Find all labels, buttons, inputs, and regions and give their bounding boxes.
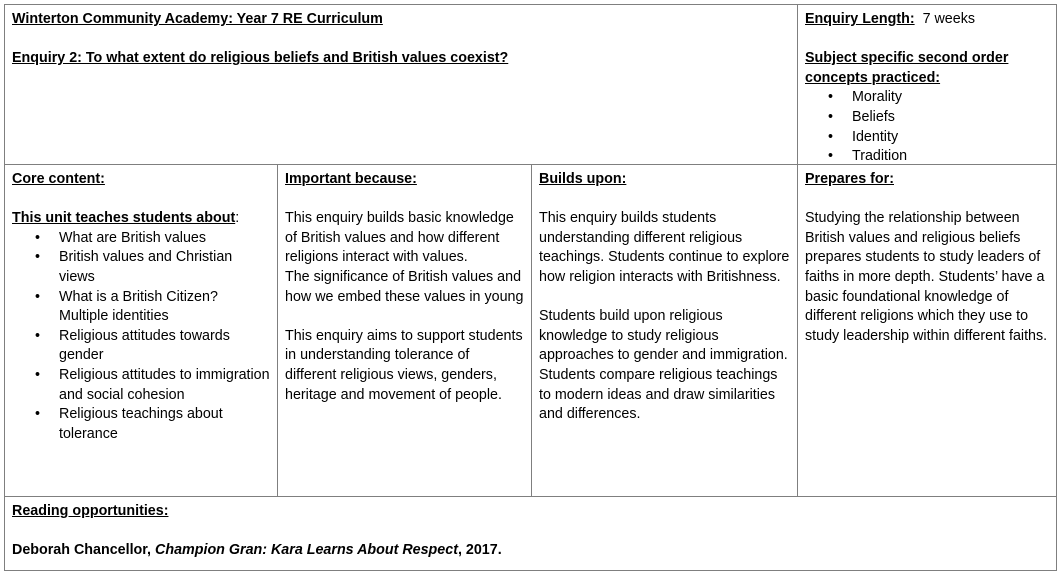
important-para-1: This enquiry builds basic knowledge of British values and how different religions interact with values. <box>285 210 514 266</box>
bullet-icon: • <box>35 229 41 246</box>
core-content-cell <box>4 164 278 497</box>
enquiry-length-value: 7 weeks <box>922 11 976 27</box>
reading-author: Deborah Chancellor, <box>12 542 156 559</box>
bullet-icon: • <box>35 288 41 305</box>
list-item: • Religious teachings about tolerance <box>35 406 223 442</box>
concepts-list <box>828 88 1049 165</box>
core-subheading-row: This unit teaches students about: <box>12 210 240 227</box>
bullet-icon: • <box>828 148 834 165</box>
important-heading: Important because: <box>285 171 417 187</box>
reading-heading: Reading opportunities: <box>12 503 169 519</box>
bullet-icon: • <box>35 327 41 344</box>
bullet-icon: • <box>828 89 834 106</box>
bullet-icon: • <box>35 366 41 383</box>
list-item: • What are British values <box>59 229 270 249</box>
bullet-icon: • <box>828 128 834 145</box>
list-item: • Religious attitudes towards gender <box>35 327 230 364</box>
important-para-2: The significance of British values and how we embed these values in young <box>285 268 524 305</box>
title-cell <box>4 4 798 165</box>
list-item: • What is a British Citizen? Multiple identities <box>35 288 218 325</box>
curriculum-table <box>4 4 1057 571</box>
list-item: • British values and Christian views <box>35 249 233 285</box>
important-para-3: This enquiry aims to support students in understanding tolerance of different religious views, genders, heritage and movement of people. <box>285 327 523 403</box>
list-item: • Tradition <box>852 147 1049 165</box>
reading-year: , 2017. <box>457 542 502 559</box>
core-subheading: This unit teaches students about <box>12 210 236 227</box>
enquiry-info-cell <box>797 4 1057 165</box>
list-item: • Beliefs <box>852 108 1049 128</box>
bullet-icon: • <box>35 249 41 266</box>
builds-para-1: This enquiry builds students understanding different religious teachings. Students continue to explore how religion interacts with Britishness. <box>539 210 790 285</box>
list-item: • Identity <box>852 128 1049 148</box>
prepares-heading: Prepares for: <box>805 171 894 187</box>
builds-para-2: Students build upon religious knowledge to study religious approaches to gender and immigration. Students compare religious teachings to modern ideas and draw similarities and differences. <box>539 308 788 423</box>
core-heading: Core content: <box>12 171 105 187</box>
list-item: • Morality <box>852 88 1049 108</box>
bullet-icon: • <box>35 406 41 423</box>
builds-upon-cell <box>531 164 798 497</box>
core-list <box>35 229 270 445</box>
reading-cell <box>4 496 1057 571</box>
bullet-icon: • <box>828 108 834 125</box>
reading-book-title: Champion Gran: Kara Learns About Respect <box>155 542 458 559</box>
enquiry-length-label: Enquiry Length: <box>805 11 915 27</box>
list-item: • Religious attitudes to immigration and social cohesion <box>35 366 270 403</box>
builds-heading: Builds upon: <box>539 171 627 187</box>
enquiry-title: Enquiry 2: To what extent do religious beliefs and British values coexist? <box>12 50 509 67</box>
enquiry-length-row <box>805 10 1049 30</box>
school-title: Winterton Community Academy: Year 7 RE Curriculum <box>12 11 383 27</box>
concepts-heading: Subject specific second order concepts practiced: <box>805 50 1009 86</box>
prepares-para-1: Studying the relationship between British values and religious beliefs prepares students to study leaders of faiths in more depth. Students’ have a basic foundational knowledge of different religions which they use to study leadership within different faiths. <box>805 210 1048 344</box>
important-because-cell <box>277 164 532 497</box>
reading-entry <box>12 541 1049 561</box>
prepares-for-cell <box>797 164 1057 497</box>
